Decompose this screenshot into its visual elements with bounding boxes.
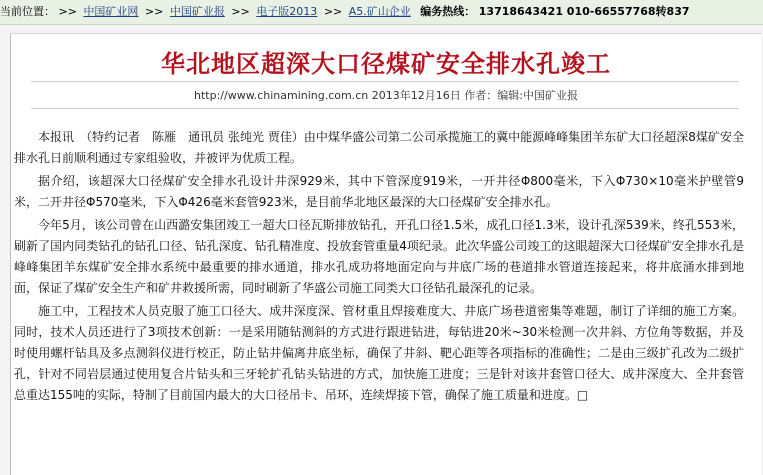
- article-paragraph: 施工中，工程技术人员克服了施工口径大、成井深度深、管材重且焊接难度大、井底广场巷道密集等难题，制订了详细的施工方案。同时，技术人员还进行了3项技术创新：一是采用随钻测斜的方式进行跟进钻进，每钻进20米~30米检测一次井斜、方位角等数据，并及时使用螺杆钻具及多点测斜仪进行校正，防止钻井偏离井底坐标，确保了井斜、靶心距等各项指标的准确性；二是由三级扩孔改为二级扩孔，针对不同岩层通过使用复合片钻头和三牙轮扩孔钻头钻进的方式，加快施工进度；三是针对该井套管口径大、成井深度大、全井套管总重达155吨的实际，特制了目前国内最大的大口径吊卡、吊环，连续焊接下管，确保了施工质量和进度。□: [14, 304, 744, 402]
- breadcrumb-separator: >>: [323, 5, 343, 18]
- hotline-label: 编务热线：: [420, 5, 476, 18]
- breadcrumb-separator: >>: [58, 5, 77, 18]
- breadcrumb-link-chinamining[interactable]: 中国矿业网: [83, 5, 139, 18]
- article-body: [14, 127, 744, 408]
- breadcrumb-separator: >>: [144, 5, 164, 18]
- article-title: 华北地区超深大口径煤矿安全排水孔竣工: [161, 49, 611, 78]
- hotline-numbers: 13718643421 010-66557768转837: [478, 5, 690, 18]
- meta-divider: [31, 108, 739, 109]
- article-author: 作者：编辑:中国矿业报: [464, 89, 578, 102]
- title-divider: [31, 81, 739, 82]
- breadcrumb-link-a5[interactable]: A5.矿山企业: [348, 5, 411, 18]
- breadcrumb-prefix: 当前位置：: [0, 5, 55, 18]
- article-meta: [11, 88, 761, 104]
- article-source-url: http://www.chinamining.com.cn: [194, 89, 369, 102]
- article-paragraph: 本报讯 （特约记者 陈雁 通讯员 张纯光 贾佳）由中煤华盛公司第二公司承揽施工的冀中能源峰峰集团羊东矿大口径超深8煤矿安全排水孔日前顺利通过专家组验收，并被评为优质工程。: [14, 130, 744, 165]
- article-paragraph: 今年5月，该公司曾在山西潞安集团竣工一超大口径瓦斯排放钻孔，开孔口径1.5米，成孔口径1.3米，设计孔深539米，终孔553米，刷新了国内同类钻孔的钻孔口径、钻孔深度、钻孔精准度、投放套管重量4项纪录。此次华盛公司竣工的这眼超深大口径煤矿安全排水孔是峰峰集团羊东煤矿安全排水系统中最重要的排水通道，排水孔成功将地面定向与井底广场的巷道排水管道连接起来，将井底涌水排到地面，保证了煤矿安全生产和矿井救援所需，同时刷新了华盛公司施工同类大口径钻孔最深孔的记录。: [14, 218, 744, 295]
- breadcrumb-separator: >>: [231, 5, 250, 18]
- article-panel: [10, 33, 761, 475]
- breadcrumb-bar: [0, 0, 763, 25]
- breadcrumb-link-newspaper[interactable]: 中国矿业报: [169, 5, 225, 18]
- article-date: 2013年12月16日: [371, 89, 461, 102]
- breadcrumb-link-edition-2013[interactable]: 电子版2013: [256, 5, 318, 18]
- breadcrumb: [0, 4, 690, 20]
- article-paragraph: 据介绍，该超深大口径煤矿安全排水孔设计井深929米，其中下管深度919米，一开井径Φ800毫米，下入Φ730×10毫米护壁管9米，二开井径Φ570毫米，下入Φ426毫米套管923米，是目前华北地区最深的大口径煤矿安全排水孔。: [14, 174, 744, 209]
